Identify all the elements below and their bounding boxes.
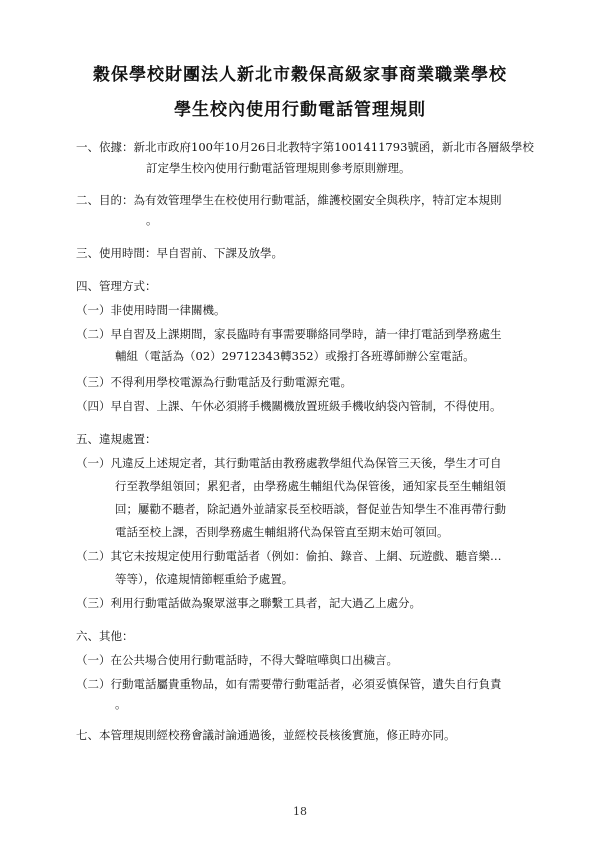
- final-clause: 七、本管理規則經校務會議討論通過後，並經校長核後實施，修正時亦同。: [76, 728, 456, 742]
- violation-item-2-line-1: （二）其它未按規定使用行動電話者（例如：偷拍、錄音、上網、玩遊戲、聽音樂…: [76, 549, 502, 563]
- other-item-2-line-1: （二）行動電話屬貴重物品，如有需要帶行動電話者，必須妥慎保管，遺失自行負責: [76, 677, 502, 691]
- basis-line-2: 訂定學生校內使用行動電話管理規則參考原則辦理。: [146, 161, 411, 175]
- document-subtitle: 學生校內使用行動電話管理規則: [174, 100, 426, 120]
- violation-item-2-line-2: 等等），依違規情節輕重給予處置。: [115, 572, 294, 586]
- page-number: 18: [293, 805, 307, 818]
- violation-item-3: （三）利用行動電話做為聚眾滋事之聯繫工具者，記大過乙上處分。: [76, 596, 421, 610]
- management-item-2-line-1: （二）早自習及上課期間，家長臨時有事需要聯絡同學時，請一律打電話到學務處生: [76, 327, 502, 341]
- purpose-line-2: 。: [146, 213, 158, 227]
- basis-line-1: 一、依據：新北市政府100年10月26日北教特字第1001411793號函，新北市各層級學校: [76, 140, 534, 154]
- other-item-2-line-2: 。: [115, 697, 127, 711]
- management-item-1: （一）非使用時間一律關機。: [76, 303, 226, 317]
- purpose-line-1: 二、目的：為有效管理學生在校使用行動電話，維護校園安全與秩序，特訂定本規則: [76, 193, 502, 207]
- management-item-3: （三）不得利用學校電源為行動電話及行動電源充電。: [76, 375, 352, 389]
- management-item-4: （四）早自習、上課、午休必須將手機關機放置班級手機收納袋內管制，不得使用。: [76, 399, 502, 413]
- violation-heading: 五、違規處置：: [76, 432, 157, 446]
- other-heading: 六、其他：: [76, 629, 134, 643]
- document-title: 穀保學校財團法人新北市穀保高級家事商業職業學校: [93, 65, 507, 85]
- management-item-2-line-2: 輔組（電話為（02）29712343轉352）或撥打各班導師辦公室電話。: [115, 349, 475, 363]
- usage-time: 三、使用時間：早自習前、下課及放學。: [76, 246, 283, 260]
- other-item-1: （一）在公共場合使用行動電話時，不得大聲喧嘩與口出穢言。: [76, 653, 398, 667]
- violation-item-1-line-2: 行至教學組領回；累犯者，由學務處生輔組代為保管後，通知家長至生輔組領: [115, 479, 506, 493]
- violation-item-1-line-1: （一）凡違反上述規定者，其行動電話由教務處教學組代為保管三天後，學生才可自: [76, 456, 502, 470]
- management-heading: 四、管理方式：: [76, 279, 157, 293]
- violation-item-1-line-3: 回；屢勸不聽者，除記過外並請家長至校晤談，督促並告知學生不准再帶行動: [115, 502, 506, 516]
- violation-item-1-line-4: 電話至校上課，否則學務處生輔組將代為保管直至期末始可領回。: [115, 525, 449, 539]
